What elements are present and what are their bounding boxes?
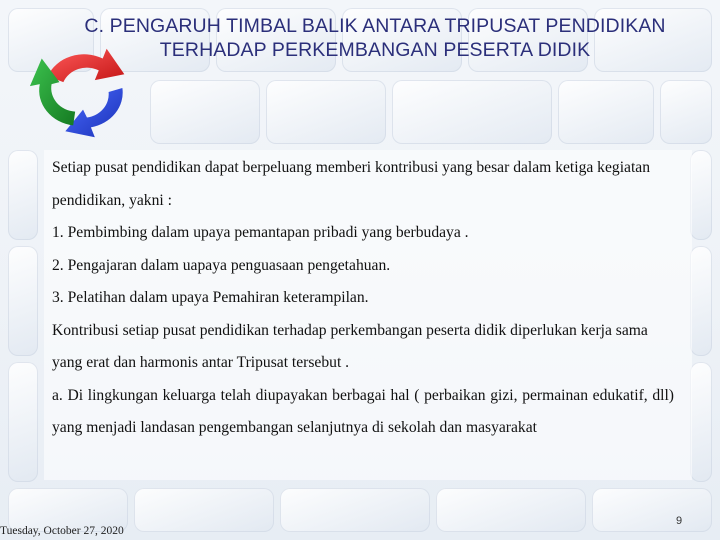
list-item-3: 3. Pelatihan dalam upaya Pemahiran keterampilan. (52, 289, 369, 306)
red-arrow (48, 49, 125, 82)
paragraph-family: a. Di lingkungan keluarga telah diupayakan berbagai hal ( perbaikan gizi, permainan edukatif, dll) yang menjadi landasan pengembangan selanjutnya di sekolah dan masyarakat (52, 386, 674, 436)
title-line-1: C. PENGARUH TIMBAL BALIK ANTARA TRIPUSAT PENDIDIKAN (84, 15, 666, 37)
title-line-2: TERHADAP PERKEMBANGAN PESERTA DIDIK (159, 39, 591, 61)
footer-date: Tuesday, October 27, 2020 (0, 525, 124, 537)
list-item-1: 1. Pembimbing dalam upaya pemantapan pribadi yang berbudaya . (52, 224, 469, 241)
slide-body (52, 152, 674, 445)
cycle-arrows-icon (26, 40, 144, 140)
page-number: 9 (676, 515, 683, 527)
slide-title (60, 14, 690, 62)
paragraph-contribution: Kontribusi setiap pusat pendidikan terhadap perkembangan peserta didik diperlukan kerja sama yang erat dan harmonis antar Tripusat tersebut . (52, 321, 648, 371)
list-item-2: 2. Pengajaran dalam uapaya penguasaan pengetahuan. (52, 256, 391, 274)
paragraph-intro: Setiap pusat pendidikan dapat berpeluang memberi kontribusi yang besar dalam ketiga kegiatan pendidikan, yakni : (52, 159, 651, 209)
